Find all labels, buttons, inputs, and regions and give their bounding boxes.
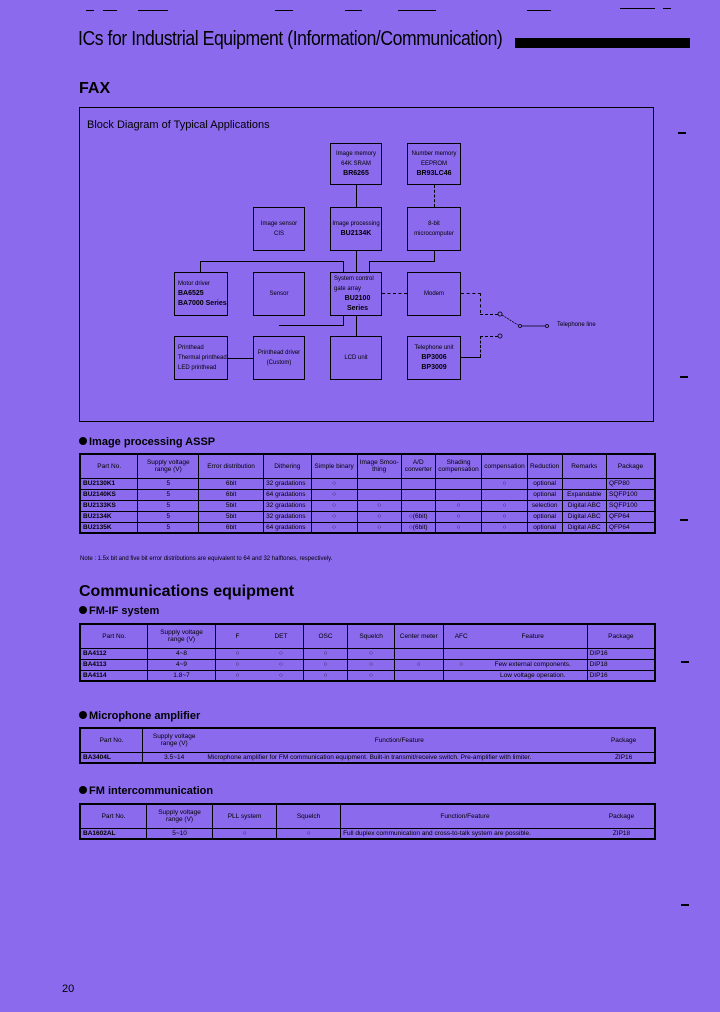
- connector-line: [369, 261, 370, 272]
- cell-shading: ○: [435, 500, 482, 511]
- table-header-row: [80, 454, 655, 478]
- cell-voltage: 5: [138, 478, 199, 489]
- table-row: [80, 489, 655, 500]
- block-modem: [407, 272, 461, 316]
- scan-artifact: [345, 10, 362, 11]
- block-label: LED printhead: [178, 365, 217, 371]
- cell-feature: Few external components.: [479, 659, 587, 670]
- scan-artifact: [620, 8, 655, 9]
- col-feature: Feature: [479, 624, 587, 648]
- block-part: BR93LC46: [416, 170, 452, 177]
- cell-package: QFP80: [606, 478, 655, 489]
- cell-part: BA1602AL: [80, 828, 147, 839]
- cell-comp: [482, 489, 527, 500]
- fm-intercom-table: [79, 803, 656, 840]
- block-label: LCD unit: [344, 355, 368, 361]
- title-rule: [515, 38, 690, 48]
- cell-voltage: 4~8: [148, 648, 215, 659]
- block-label: 8-bit microcomputer: [414, 221, 454, 237]
- table-row: [80, 500, 655, 511]
- scan-artifact: [681, 904, 689, 906]
- block-label: Sensor: [269, 291, 289, 297]
- block-part: BA7000 Series: [178, 300, 227, 307]
- cell-part: BU2130K1: [80, 478, 138, 489]
- col-function: Function/Feature: [205, 728, 593, 752]
- cell-voltage: 5: [138, 500, 199, 511]
- section-heading-fm-intercom: [79, 785, 213, 797]
- cell-squelch: ○: [348, 659, 395, 670]
- cell-dither: 32 gradations: [264, 478, 311, 489]
- cell-center: [394, 670, 443, 681]
- block-label: Printhead driver: [257, 350, 301, 356]
- cell-ad: ○(6bit): [401, 522, 435, 533]
- table-row: [80, 522, 655, 533]
- connector-line: [480, 336, 481, 357]
- cell-squelch: ○: [348, 670, 395, 681]
- block-label: Thermal printhead: [178, 355, 227, 361]
- image-processing-table: [79, 453, 656, 534]
- col-osc: OSC: [303, 624, 348, 648]
- block-system-control: [330, 272, 382, 316]
- cell-simple: ○: [311, 522, 357, 533]
- scan-artifact: [663, 8, 671, 9]
- col-reduction: Reduction: [527, 454, 562, 478]
- connector-line: [461, 293, 481, 294]
- col-label: range (V): [154, 466, 182, 474]
- col-supply: [147, 804, 213, 828]
- table-header-row: [80, 804, 655, 828]
- cell-function: Full duplex communication and cross-to-talk system are possible.: [341, 828, 589, 839]
- cell-ad: [401, 478, 435, 489]
- cell-voltage: 5: [138, 489, 199, 500]
- block-label: Modem: [423, 291, 444, 297]
- connector-line: [343, 261, 344, 272]
- cell-voltage: 3.5~14: [143, 752, 206, 763]
- cell-function: Microphone amplifier for FM communication equipment. Built-in transmit/receive switch. Pre-amplifier with limiter.: [205, 752, 593, 763]
- cell-part: BU2135K: [80, 522, 138, 533]
- cell-part: BA4114: [80, 670, 148, 681]
- scan-artifact: [680, 519, 688, 521]
- col-pll: PLL system: [213, 804, 277, 828]
- cell-smooth: [357, 489, 401, 500]
- cell-comp: ○: [482, 500, 527, 511]
- cell-package: DIP18: [587, 659, 655, 670]
- scan-artifact: [527, 10, 551, 11]
- bullet-icon: [79, 786, 87, 794]
- cell-center: [394, 648, 443, 659]
- cell-det: ○: [259, 659, 303, 670]
- block-label: Image sensor: [260, 221, 298, 227]
- microphone-table: [79, 727, 656, 764]
- cell-simple: ○: [311, 500, 357, 511]
- telephone-switch-icon: [495, 308, 555, 343]
- cell-comp: ○: [482, 522, 527, 533]
- block-label: CIS: [273, 231, 284, 237]
- block-motor-driver: [174, 272, 228, 316]
- cell-f: ○: [215, 648, 259, 659]
- section-heading-fm-if: [79, 605, 159, 617]
- cell-reduction: optional: [527, 489, 562, 500]
- block-label: System control: [334, 276, 374, 282]
- cell-f: ○: [215, 659, 259, 670]
- col-supply: [148, 624, 215, 648]
- cell-det: ○: [259, 648, 303, 659]
- col-compensation: compensation: [482, 454, 527, 478]
- telephone-line-label: Telephone line: [557, 322, 596, 328]
- cell-dither: 64 gradations: [264, 489, 311, 500]
- table-row: [80, 511, 655, 522]
- cell-error: 6bit: [199, 489, 264, 500]
- cell-smooth: [357, 478, 401, 489]
- connector-line: [200, 261, 343, 262]
- table-note: Note : 1.5x bit and five bit error distributions are equivalent to 64 and 32 halftones, respectively.: [80, 556, 333, 562]
- scan-artifact: [678, 132, 686, 134]
- bullet-icon: [79, 711, 87, 719]
- cell-package: QFP64: [606, 511, 655, 522]
- cell-voltage: 4~9: [148, 659, 215, 670]
- cell-shading: ○: [435, 522, 482, 533]
- col-label: thing: [372, 466, 387, 474]
- table-header-row: [80, 624, 655, 648]
- cell-package: ZIP16: [593, 752, 655, 763]
- cell-part: BU2140KS: [80, 489, 138, 500]
- cell-afc: [443, 670, 479, 681]
- col-part: Part No.: [80, 454, 138, 478]
- table-row: [80, 648, 655, 659]
- col-label: Supply voltage: [160, 629, 203, 637]
- cell-squelch: ○: [348, 648, 395, 659]
- cell-remarks: Expandable: [562, 489, 606, 500]
- col-dither: Dithering: [264, 454, 311, 478]
- cell-ad: [401, 489, 435, 500]
- col-package: Package: [589, 804, 655, 828]
- cell-simple: ○: [311, 478, 357, 489]
- scan-artifact: [680, 376, 688, 378]
- section-heading-communications: Communications equipment: [79, 583, 295, 600]
- cell-afc: [443, 648, 479, 659]
- cell-squelch: ○: [277, 828, 341, 839]
- cell-ad: ○(6bit): [401, 511, 435, 522]
- connector-line: [279, 325, 344, 326]
- col-smooth: [357, 454, 401, 478]
- cell-package: SQFP100: [606, 500, 655, 511]
- cell-reduction: optional: [527, 522, 562, 533]
- cell-voltage: 1.8~7: [148, 670, 215, 681]
- cell-shading: ○: [435, 511, 482, 522]
- cell-part: BA4112: [80, 648, 148, 659]
- cell-afc: ○: [443, 659, 479, 670]
- connector-line: [434, 185, 435, 207]
- cell-shading: [435, 489, 482, 500]
- scan-artifact: [275, 10, 293, 11]
- cell-voltage: 5: [138, 511, 199, 522]
- table-row: [80, 670, 655, 681]
- connector-line: [382, 293, 407, 294]
- cell-part: BU2134K: [80, 511, 138, 522]
- cell-osc: ○: [303, 659, 348, 670]
- col-afc: AFC: [443, 624, 479, 648]
- cell-shading: [435, 478, 482, 489]
- cell-feature: Low voltage operation.: [479, 670, 587, 681]
- section-heading-microphone: [79, 710, 200, 722]
- col-shading: [435, 454, 482, 478]
- cell-package: DIP16: [587, 670, 655, 681]
- connector-line: [356, 185, 357, 207]
- scan-artifact: [138, 10, 168, 11]
- block-label: 64K SRAM: [341, 161, 371, 167]
- connector-line: [369, 261, 435, 262]
- block-lcd-unit: [330, 336, 382, 380]
- col-supply: [143, 728, 206, 752]
- block-label: (Custom): [266, 360, 292, 366]
- cell-package: DIP16: [587, 648, 655, 659]
- col-package: Package: [593, 728, 655, 752]
- cell-reduction: optional: [527, 511, 562, 522]
- connector-line: [200, 261, 201, 272]
- heading-text: Image processing ASSP: [89, 436, 216, 448]
- cell-comp: ○: [482, 511, 527, 522]
- cell-dither: 64 gradations: [264, 522, 311, 533]
- col-supply: [138, 454, 199, 478]
- col-center: Center meter: [394, 624, 443, 648]
- block-image-memory: [330, 143, 382, 185]
- scan-artifact: [398, 10, 436, 11]
- cell-part: BA3404L: [80, 752, 143, 763]
- cell-part: BA4113: [80, 659, 148, 670]
- col-label: range (V): [165, 816, 194, 824]
- connector-line: [343, 316, 344, 326]
- col-f: F: [215, 624, 259, 648]
- cell-f: ○: [215, 670, 259, 681]
- cell-simple: ○: [311, 489, 357, 500]
- heading-text: Microphone amplifier: [89, 710, 201, 722]
- table-row: [80, 478, 655, 489]
- col-squelch: Squelch: [277, 804, 341, 828]
- col-label: range (V): [167, 636, 196, 644]
- col-part: Part No.: [80, 624, 148, 648]
- col-squelch: Squelch: [348, 624, 395, 648]
- fm-if-table: [79, 623, 656, 682]
- col-det: DET: [259, 624, 303, 648]
- section-heading-fax: FAX: [79, 80, 111, 97]
- cell-voltage: 5~10: [147, 828, 213, 839]
- col-label: Image Smoo-: [359, 459, 399, 467]
- cell-pll: ○: [213, 828, 277, 839]
- cell-simple: ○: [311, 511, 357, 522]
- connector-line: [480, 293, 481, 313]
- col-package: Package: [587, 624, 655, 648]
- col-label: Supply voltage: [158, 809, 201, 817]
- col-error: Error distribution: [199, 454, 264, 478]
- block-part: BP3006: [421, 354, 447, 361]
- col-label: Shading: [446, 459, 471, 467]
- block-diagram-title: Block Diagram of Typical Applications: [87, 119, 270, 131]
- scan-artifact: [681, 661, 689, 663]
- heading-text: FM intercommunication: [89, 785, 214, 797]
- block-part: BP3009: [421, 364, 447, 371]
- cell-smooth: ○: [357, 500, 401, 511]
- cell-osc: ○: [303, 670, 348, 681]
- connector-line: [356, 316, 357, 336]
- cell-dither: 32 gradations: [264, 500, 311, 511]
- col-remarks: Remarks: [562, 454, 606, 478]
- col-part: Part No.: [80, 804, 147, 828]
- block-image-processing: [330, 207, 382, 251]
- col-package: Package: [606, 454, 655, 478]
- col-label: compensation: [438, 466, 479, 474]
- col-function: Function/Feature: [341, 804, 589, 828]
- col-label: A/D: [412, 459, 424, 467]
- table-row: [80, 659, 655, 670]
- col-label: converter: [404, 466, 432, 474]
- cell-remarks: Digital ABC: [562, 511, 606, 522]
- bullet-icon: [79, 606, 87, 614]
- block-label: gate array: [334, 286, 362, 292]
- section-heading-image-processing: [79, 436, 215, 448]
- cell-osc: ○: [303, 648, 348, 659]
- scan-artifact: [103, 10, 117, 11]
- cell-det: ○: [259, 670, 303, 681]
- cell-remarks: Digital ABC: [562, 500, 606, 511]
- table-header-row: [80, 728, 655, 752]
- cell-package: SQFP100: [606, 489, 655, 500]
- page-title: ICs for Industrial Equipment (Information/Communication): [78, 28, 503, 50]
- cell-smooth: ○: [357, 511, 401, 522]
- cell-package: QFP64: [606, 522, 655, 533]
- cell-package: ZIP18: [589, 828, 655, 839]
- connector-line: [434, 251, 435, 262]
- cell-reduction: selection: [527, 500, 562, 511]
- col-part: Part No.: [80, 728, 143, 752]
- block-label: Motor driver: [178, 281, 211, 287]
- table-row: [80, 828, 655, 839]
- cell-remarks: [562, 478, 606, 489]
- block-label: Number memory: [411, 151, 457, 157]
- cell-ad: [401, 500, 435, 511]
- block-label: EEPROM: [420, 161, 447, 167]
- block-label: Image processing: [332, 221, 380, 227]
- col-label: range (V): [160, 740, 188, 748]
- block-number-memory: [407, 143, 461, 185]
- heading-text: FM-IF system: [89, 605, 160, 617]
- bullet-icon: [79, 437, 87, 445]
- cell-error: 5bit: [199, 500, 264, 511]
- cell-comp: ○: [482, 478, 527, 489]
- cell-voltage: 5: [138, 522, 199, 533]
- block-part: BA6525: [178, 290, 204, 297]
- connector-line: [461, 357, 481, 358]
- col-label: Supply voltage: [146, 459, 190, 467]
- block-label: Image memory: [335, 151, 376, 157]
- block-printhead-driver: [253, 336, 305, 380]
- cell-reduction: optional: [527, 478, 562, 489]
- table-row: [80, 752, 655, 763]
- block-microcomputer: [407, 207, 461, 251]
- cell-smooth: ○: [357, 522, 401, 533]
- block-label: Telephone unit: [414, 345, 454, 351]
- scan-artifact: [86, 10, 94, 11]
- cell-feature: [479, 648, 587, 659]
- connector-line: [356, 251, 357, 272]
- col-simple: Simple binary: [311, 454, 357, 478]
- cell-remarks: Digital ABC: [562, 522, 606, 533]
- block-telephone-unit: [407, 336, 461, 380]
- cell-center: ○: [394, 659, 443, 670]
- block-label: Printhead: [178, 345, 204, 351]
- cell-error: 6bit: [199, 478, 264, 489]
- connector-line: [228, 358, 253, 359]
- cell-error: 6bit: [199, 522, 264, 533]
- cell-error: 5bit: [199, 511, 264, 522]
- page-number: 20: [62, 983, 75, 995]
- cell-dither: 32 gradations: [264, 511, 311, 522]
- block-part: BU2134K: [340, 230, 372, 237]
- cell-part: BU2133KS: [80, 500, 138, 511]
- block-part: BR6265: [343, 170, 369, 177]
- col-ad: [401, 454, 435, 478]
- block-part: BU2100 Series: [344, 295, 371, 312]
- block-sensor: [253, 272, 305, 316]
- col-label: Supply voltage: [152, 733, 196, 741]
- block-printhead: [174, 336, 228, 380]
- block-image-sensor: [253, 207, 305, 251]
